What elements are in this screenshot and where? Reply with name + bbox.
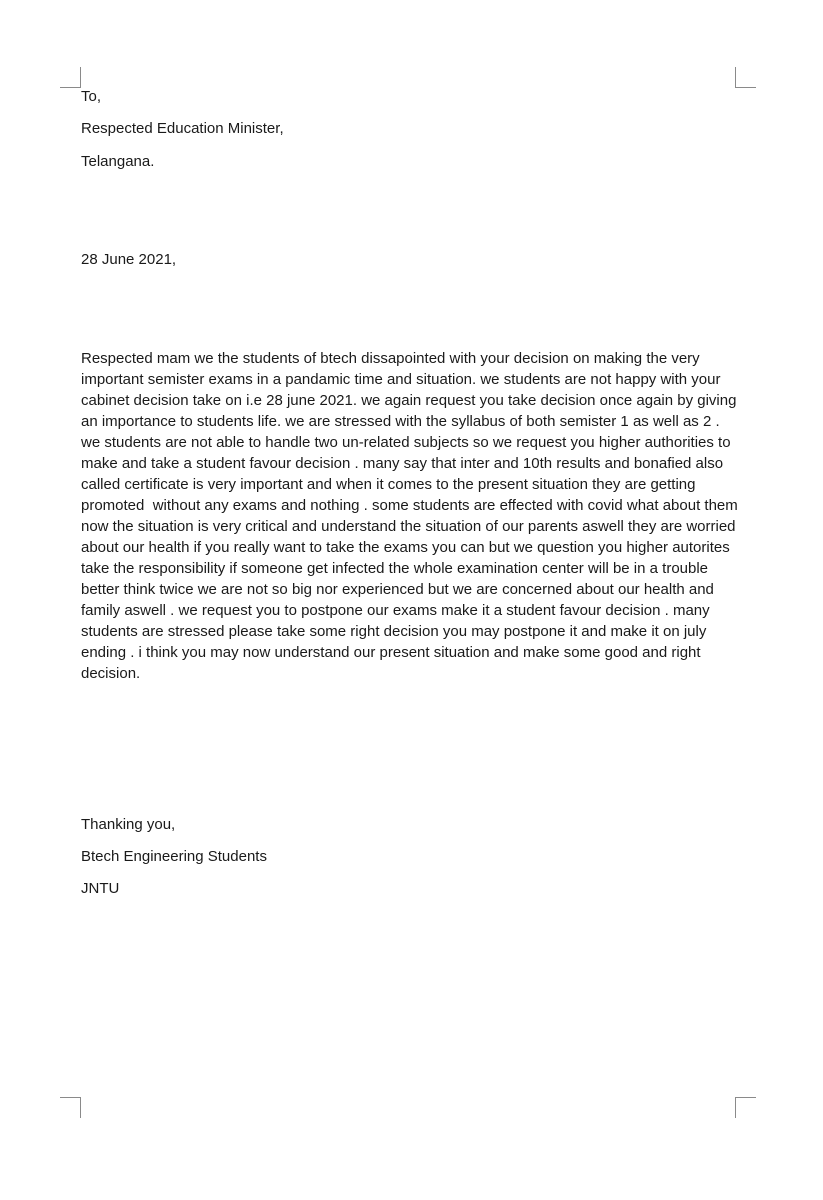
letter-body: Respected mam we the students of btech dissapointed with your decision on making the very important semister exams in a pandamic time and situation. we students are not happy with your cabinet decision take on i.e 28 june 2021. we again request you take decision once again by giving an importance to students life. we are stressed with the syllabus of both semister 1 as well as 2 . we students are not able to handle two un-related subjects so we request you higher authorities to make and take a student favour decision . many say that inter and 10th results and bonafied also called certificate is very important and when it comes to the present situation they are getting promoted without any exams and nothing . some students are effected with covid what about them now the situation is very critical and understand the situation of our parents aswell they are worried about our health if you really want to take the exams you can but we question you higher autorites take the responsibility if someone get infected the whole examination center will be in a trouble better think twice we are not so big nor experienced but we are concerned about our health and family aswell . we request you to postpone our exams make it a student favour decision . many students are stressed please take some right decision you may postpone it and make it on july ending . i think you may now understand our present situation and make some good and right decision. (81, 350, 742, 682)
margin-corner-top-right (735, 67, 756, 88)
sender-institution: JNTU (81, 880, 120, 897)
margin-corner-bottom-left (60, 1097, 81, 1118)
letter-date: 28 June 2021, (81, 251, 177, 268)
margin-corner-top-left (60, 67, 81, 88)
recipient-title: Respected Education Minister, (81, 120, 284, 137)
closing: Thanking you, (81, 816, 176, 833)
sender-name: Btech Engineering Students (81, 848, 267, 865)
margin-corner-bottom-right (735, 1097, 756, 1118)
salutation-to: To, (81, 88, 102, 105)
recipient-state: Telangana. (81, 153, 155, 170)
